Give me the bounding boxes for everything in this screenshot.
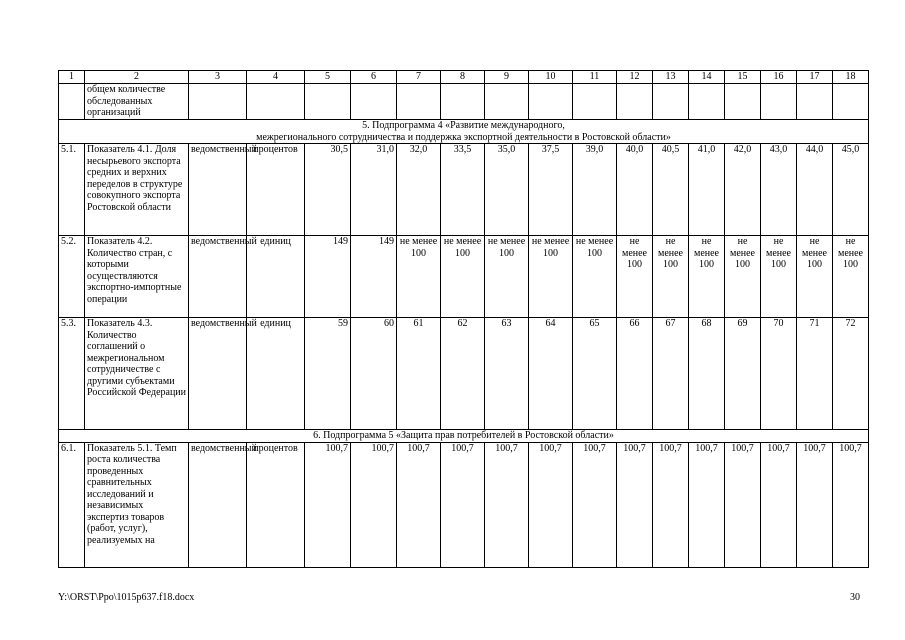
column-number: 10	[529, 71, 573, 84]
indicator-value: 44,0	[797, 144, 833, 236]
indicator-value: 35,0	[485, 144, 529, 236]
row-number: 5.2.	[59, 236, 85, 318]
column-number: 8	[441, 71, 485, 84]
table-row	[59, 442, 869, 567]
indicator-value: 100,7	[351, 442, 397, 567]
indicator-value: не менее 100	[529, 236, 573, 318]
indicator-value: 37,5	[529, 144, 573, 236]
indicator-value: 100,7	[833, 442, 869, 567]
table-row	[59, 318, 869, 430]
indicator-value: 72	[833, 318, 869, 430]
section-heading: 6. Подпрограмма 5 «Защита прав потребителей в Ростовской области»	[59, 430, 869, 443]
indicator-value: 30,5	[305, 144, 351, 236]
page-number: 30	[850, 592, 860, 603]
indicator-value: не менее 100	[617, 236, 653, 318]
table-row	[59, 144, 869, 236]
indicator-value: 68	[689, 318, 725, 430]
indicator-type: ведомственный	[189, 236, 247, 318]
indicator-value: 45,0	[833, 144, 869, 236]
indicator-name: общем количестве обследованных организаций	[85, 84, 189, 120]
indicator-value: 100,7	[689, 442, 725, 567]
column-number: 17	[797, 71, 833, 84]
indicator-value: 66	[617, 318, 653, 430]
file-path: Y:\ORST\Ppo\1015p637.f18.docx	[58, 592, 195, 603]
column-number: 13	[653, 71, 689, 84]
unit-of-measure: единиц	[247, 318, 305, 430]
indicator-value: 33,5	[441, 144, 485, 236]
indicators-table	[58, 70, 869, 568]
indicator-value: 67	[653, 318, 689, 430]
indicator-value: 149	[305, 236, 351, 318]
column-number: 9	[485, 71, 529, 84]
indicator-value: 60	[351, 318, 397, 430]
indicator-value: не менее 100	[441, 236, 485, 318]
indicator-value: не менее 100	[485, 236, 529, 318]
indicator-value: не менее 100	[797, 236, 833, 318]
row-number: 5.3.	[59, 318, 85, 430]
column-number: 18	[833, 71, 869, 84]
indicator-value: 42,0	[725, 144, 761, 236]
indicator-type: ведомственный	[189, 144, 247, 236]
indicator-value: 69	[725, 318, 761, 430]
indicator-value: 41,0	[689, 144, 725, 236]
indicator-value: 100,7	[617, 442, 653, 567]
row-number: 6.1.	[59, 442, 85, 567]
indicator-value: 149	[351, 236, 397, 318]
indicator-value: 39,0	[573, 144, 617, 236]
column-number: 4	[247, 71, 305, 84]
indicator-value: 65	[573, 318, 617, 430]
row-number: 5.1.	[59, 144, 85, 236]
indicator-type: ведомственный	[189, 318, 247, 430]
column-number: 6	[351, 71, 397, 84]
column-number: 7	[397, 71, 441, 84]
indicator-value: не менее 100	[689, 236, 725, 318]
column-number-row	[59, 71, 869, 84]
indicator-value: 31,0	[351, 144, 397, 236]
column-number: 15	[725, 71, 761, 84]
row-number	[59, 84, 85, 120]
indicator-name: Показатель 4.2. Количество стран, с которыми осуществляются экспортно-импортные операции	[85, 236, 189, 318]
indicator-value: 40,5	[653, 144, 689, 236]
indicator-value: не менее 100	[725, 236, 761, 318]
indicator-value: 100,7	[529, 442, 573, 567]
unit-of-measure: процентов	[247, 144, 305, 236]
indicator-value: 62	[441, 318, 485, 430]
column-number: 14	[689, 71, 725, 84]
indicator-value: не менее 100	[653, 236, 689, 318]
indicator-type: ведомственный	[189, 442, 247, 567]
indicator-value: 100,7	[441, 442, 485, 567]
indicator-name: Показатель 4.1. Доля несырьевого экспорта средних и верхних переделов в структуре совокупного экспорта Ростовской области	[85, 144, 189, 236]
column-number: 3	[189, 71, 247, 84]
indicator-value: не менее 100	[761, 236, 797, 318]
section-heading	[59, 120, 869, 144]
section-title-line-2: межрегионального сотрудничества и поддержка экспортной деятельности в Ростовской области»	[256, 131, 671, 143]
indicator-value: не менее 100	[397, 236, 441, 318]
indicator-value: 100,7	[761, 442, 797, 567]
indicator-value: 32,0	[397, 144, 441, 236]
column-number: 16	[761, 71, 797, 84]
column-number: 1	[59, 71, 85, 84]
indicator-name: Показатель 5.1. Темп роста количества проведенных сравнительных исследований и независимых экспертиз товаров (работ, услуг), реализуемых на	[85, 442, 189, 567]
indicator-value: 100,7	[573, 442, 617, 567]
indicator-value: 100,7	[797, 442, 833, 567]
indicator-value: 63	[485, 318, 529, 430]
indicator-value: 61	[397, 318, 441, 430]
indicator-value: 100,7	[485, 442, 529, 567]
section-title-line-1: 5. Подпрограмма 4 «Развитие международного,	[362, 120, 565, 131]
unit-of-measure: единиц	[247, 236, 305, 318]
table-row-continued	[59, 84, 869, 120]
column-number: 5	[305, 71, 351, 84]
unit-of-measure: процентов	[247, 442, 305, 567]
column-number: 2	[85, 71, 189, 84]
indicator-value: 100,7	[725, 442, 761, 567]
indicator-value: 100,7	[653, 442, 689, 567]
column-number: 11	[573, 71, 617, 84]
section-heading-row	[59, 120, 869, 144]
column-number: 12	[617, 71, 653, 84]
section-heading-row	[59, 430, 869, 443]
indicator-value: 100,7	[305, 442, 351, 567]
indicator-value: 59	[305, 318, 351, 430]
indicator-value: 71	[797, 318, 833, 430]
indicator-value: не менее 100	[573, 236, 617, 318]
indicator-value: 100,7	[397, 442, 441, 567]
indicator-value: 70	[761, 318, 797, 430]
indicator-value: 64	[529, 318, 573, 430]
table-row	[59, 236, 869, 318]
indicator-value: 43,0	[761, 144, 797, 236]
indicator-name: Показатель 4.3. Количество соглашений о межрегиональном сотрудничестве с другими субъектами Российской Федерации	[85, 318, 189, 430]
indicator-value: 40,0	[617, 144, 653, 236]
indicator-value: не менее 100	[833, 236, 869, 318]
